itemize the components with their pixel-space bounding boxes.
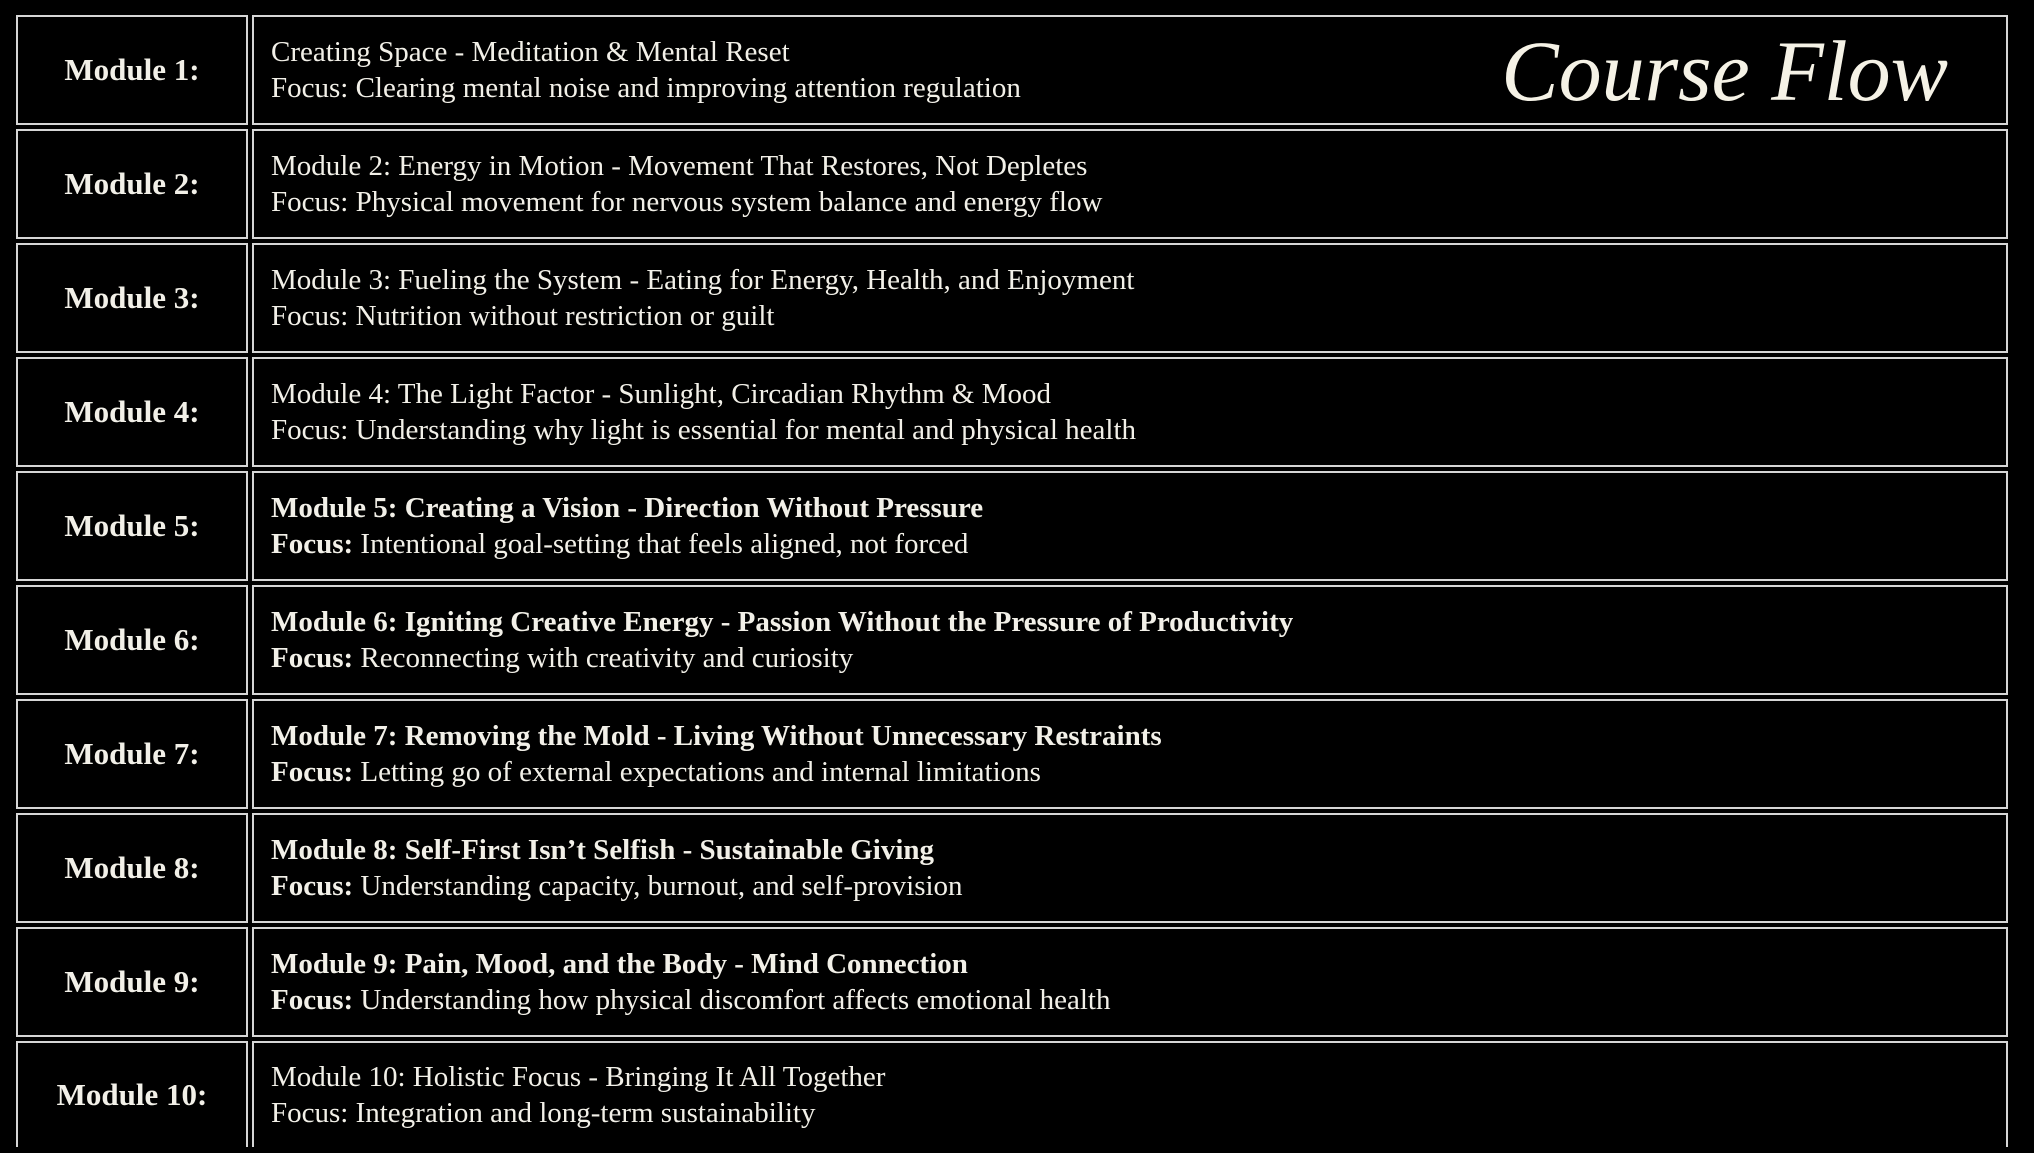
module-details [252,1041,2008,1147]
focus-text: Understanding capacity, burnout, and self-provision [360,870,963,902]
module-title: Module 10: Holistic Focus - Bringing It All Together [271,1061,886,1093]
focus-label: Focus: [271,984,354,1016]
module-row-9 [16,927,2008,1037]
module-focus-line [271,298,2006,334]
module-details [252,699,2008,809]
focus-text: Reconnecting with creativity and curiosity [360,642,854,674]
module-label: Module 3: [16,243,248,353]
module-label: Module 2: [16,129,248,239]
module-row-10 [16,1041,2008,1149]
module-label: Module 8: [16,813,248,923]
module-focus-line [271,640,2006,676]
module-row-4 [16,357,2008,467]
module-details [252,813,2008,923]
module-title: Module 7: Removing the Mold - Living Without Unnecessary Restraints [271,720,1162,752]
focus-label: Focus: [271,414,349,446]
module-focus-line [271,982,2006,1018]
module-details [252,15,2008,125]
module-label: Module 7: [16,699,248,809]
course-flow-table [16,15,2008,1153]
module-details [252,471,2008,581]
focus-text: Clearing mental noise and improving attention regulation [355,72,1021,104]
focus-text: Letting go of external expectations and internal limitations [360,756,1041,788]
module-label: Module 6: [16,585,248,695]
module-title: Creating Space - Meditation & Mental Reset [271,36,790,68]
module-title: Module 8: Self-First Isn’t Selfish - Sustainable Giving [271,834,935,866]
module-label: Module 9: [16,927,248,1037]
focus-label: Focus: [271,870,354,902]
focus-label: Focus: [271,186,349,218]
module-row-7 [16,699,2008,809]
module-title: Module 4: The Light Factor - Sunlight, Circadian Rhythm & Mood [271,378,1051,410]
focus-text: Intentional goal-setting that feels aligned, not forced [360,528,969,560]
focus-label: Focus: [271,642,354,674]
focus-text: Understanding how physical discomfort affects emotional health [360,984,1111,1016]
module-focus-line [271,868,2006,904]
module-details [252,243,2008,353]
focus-text: Understanding why light is essential for mental and physical health [355,414,1137,446]
module-focus-line [271,184,2006,220]
focus-label: Focus: [271,1097,349,1129]
module-label: Module 1: [16,15,248,125]
course-title: Course Flow [1501,23,1948,119]
focus-text: Physical movement for nervous system balance and energy flow [355,186,1103,218]
focus-text: Integration and long-term sustainability [355,1097,816,1129]
focus-label: Focus: [271,300,349,332]
module-row-2 [16,129,2008,239]
module-title: Module 3: Fueling the System - Eating for Energy, Health, and Enjoyment [271,264,1135,296]
module-title: Module 5: Creating a Vision - Direction Without Pressure [271,492,984,524]
focus-label: Focus: [271,756,354,788]
module-focus-line [271,754,2006,790]
module-details [252,927,2008,1037]
module-label: Module 10: [16,1041,248,1147]
module-label: Module 4: [16,357,248,467]
module-row-8 [16,813,2008,923]
focus-text: Nutrition without restriction or guilt [355,300,775,332]
module-row-6 [16,585,2008,695]
module-row-5 [16,471,2008,581]
module-row-1 [16,15,2008,125]
module-details [252,585,2008,695]
module-title: Module 2: Energy in Motion - Movement That Restores, Not Depletes [271,150,1088,182]
module-details [252,357,2008,467]
module-focus-line [271,412,2006,448]
module-focus-line [271,1095,2006,1131]
focus-label: Focus: [271,72,349,104]
module-label: Module 5: [16,471,248,581]
module-details [252,129,2008,239]
module-title: Module 6: Igniting Creative Energy - Passion Without the Pressure of Productivity [271,606,1294,638]
focus-label: Focus: [271,528,354,560]
module-focus-line [271,526,2006,562]
module-title: Module 9: Pain, Mood, and the Body - Mind Connection [271,948,968,980]
module-row-3 [16,243,2008,353]
